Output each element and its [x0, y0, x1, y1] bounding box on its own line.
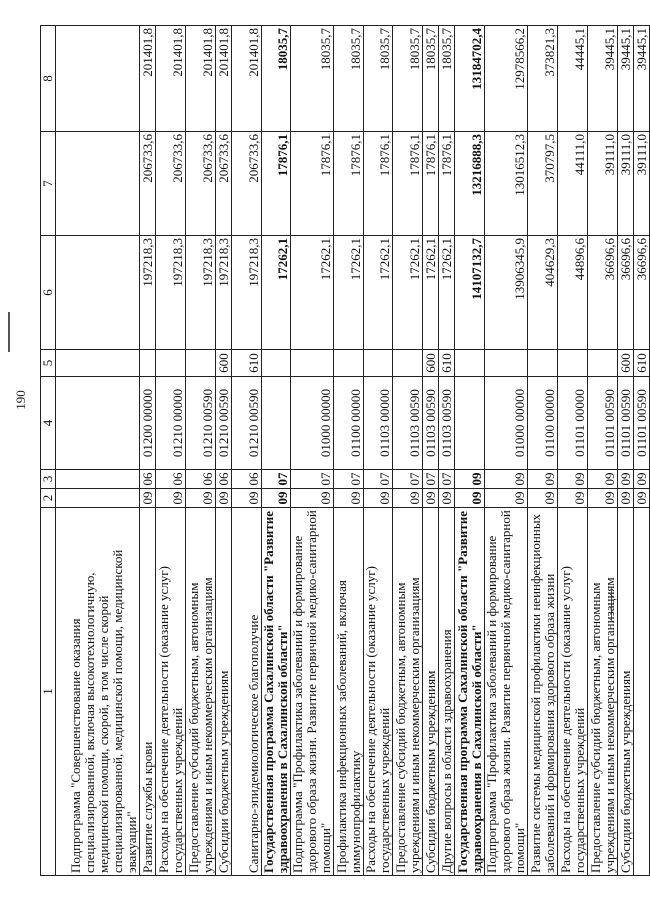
column-header: 8 [41, 26, 56, 132]
subsection-code: 07 [364, 470, 393, 489]
section-code: 09 [232, 489, 262, 508]
section-code: 09 [439, 489, 455, 508]
amount-col-7: 17876,1 [393, 132, 423, 236]
amount-col-8: 13184702,4 [455, 26, 485, 132]
table-row [393, 26, 423, 876]
row-name: Предоставление субсидий бюджетным, автономным учреждениям и иным некоммерческим организациям [393, 508, 423, 876]
subsection-code: 07 [439, 470, 455, 489]
expense-type-code [156, 350, 186, 377]
expense-type-code [485, 350, 528, 377]
amount-col-6: 36696,6 [588, 236, 618, 350]
target-article-code: 01100 00000 [528, 377, 558, 470]
target-article-code: 01210 00590 [186, 377, 216, 470]
subsection-code [56, 470, 140, 489]
section-code: 09 [528, 489, 558, 508]
section-code: 09 [455, 489, 485, 508]
subsection-code: 09 [618, 470, 634, 489]
row-name: Государственная программа Сахалинской области "Развитие здравоохранения в Сахалинской области" [262, 508, 291, 876]
section-code: 09 [634, 489, 650, 508]
row-name: Субсидии бюджетным учреждениям [216, 508, 232, 876]
row-name: Другие вопросы в области здравоохранения [439, 508, 455, 876]
subsection-code: 06 [232, 470, 262, 489]
amount-col-8: 201401,8 [156, 26, 186, 132]
row-name: Государственная программа Сахалинской области "Развитие здравоохранения в Сахалинской области" [455, 508, 485, 876]
amount-col-6: 17262,1 [262, 236, 291, 350]
amount-col-7: 17876,1 [291, 132, 334, 236]
amount-col-6: 36696,6 [634, 236, 650, 350]
amount-col-6: 13906345,9 [485, 236, 528, 350]
amount-col-7: 39111,0 [618, 132, 634, 236]
row-name: Санитарно-эпидемиологическое благополучие [232, 508, 262, 876]
amount-col-7: 13216888,3 [455, 132, 485, 236]
expense-type-code [334, 350, 364, 377]
amount-col-8 [56, 26, 140, 132]
page-number: 190 [13, 390, 28, 410]
amount-col-6: 44896,6 [558, 236, 588, 350]
amount-col-8: 373821,3 [528, 26, 558, 132]
table-row [291, 26, 334, 876]
amount-col-6: 17262,1 [364, 236, 393, 350]
section-code [56, 489, 140, 508]
target-article-code: 01101 00590 [634, 377, 650, 470]
subsection-code: 09 [634, 470, 650, 489]
subsection-code: 07 [393, 470, 423, 489]
expense-type-code [291, 350, 334, 377]
amount-col-7: 13016512,3 [485, 132, 528, 236]
section-code: 09 [364, 489, 393, 508]
row-name: Подпрограмма "Профилактика заболеваний и формирование здорового образа жизни. Развитие первичной медико-санитарной помощи" [485, 508, 528, 876]
target-article-code: 01210 00000 [156, 377, 186, 470]
expense-type-code: 610 [232, 350, 262, 377]
target-article-code: 01103 00590 [423, 377, 439, 470]
section-code: 09 [140, 489, 156, 508]
column-header: 3 [41, 470, 56, 489]
amount-col-6: 17262,1 [334, 236, 364, 350]
scan-mark [8, 312, 10, 352]
column-header: 4 [41, 377, 56, 470]
row-name: Подпрограмма "Совершенствование оказания специализированной, включая высокотехнологичную, медицинской помощи, скорой, в том числе скорой специализированной, медицинской помощи, медицинской эвакуации" [56, 508, 140, 876]
budget-table [40, 25, 650, 876]
amount-col-8: 18035,7 [262, 26, 291, 132]
amount-col-8: 39445,1 [618, 26, 634, 132]
section-code: 09 [262, 489, 291, 508]
amount-col-8: 18035,7 [334, 26, 364, 132]
expense-type-code: 600 [423, 350, 439, 377]
expense-type-code [140, 350, 156, 377]
amount-col-7: 206733,6 [216, 132, 232, 236]
subsection-code: 09 [455, 470, 485, 489]
subsection-code: 09 [528, 470, 558, 489]
amount-col-6: 36696,6 [618, 236, 634, 350]
table-header-row [41, 26, 56, 876]
amount-col-8: 18035,7 [393, 26, 423, 132]
amount-col-7: 206733,6 [140, 132, 156, 236]
amount-col-8: 12978566,2 [485, 26, 528, 132]
subsection-code: 06 [186, 470, 216, 489]
subsection-code: 09 [588, 470, 618, 489]
section-code: 09 [588, 489, 618, 508]
expense-type-code [186, 350, 216, 377]
section-code: 09 [393, 489, 423, 508]
amount-col-6: 197218,3 [232, 236, 262, 350]
rotated-table-container [40, 26, 649, 876]
expense-type-code: 600 [618, 350, 634, 377]
amount-col-8: 18035,7 [439, 26, 455, 132]
table-row [439, 26, 455, 876]
amount-col-7: 206733,6 [186, 132, 216, 236]
amount-col-8: 18035,7 [364, 26, 393, 132]
target-article-code: 01103 00000 [364, 377, 393, 470]
amount-col-7: 17876,1 [334, 132, 364, 236]
row-name: Субсидии бюджетным учреждениям [618, 508, 634, 876]
amount-col-7: 206733,6 [232, 132, 262, 236]
section-code: 09 [618, 489, 634, 508]
table-row [364, 26, 393, 876]
column-header: 1 [41, 508, 56, 876]
expense-type-code [262, 350, 291, 377]
amount-col-7 [56, 132, 140, 236]
target-article-code: 01103 00590 [439, 377, 455, 470]
amount-col-7: 17876,1 [364, 132, 393, 236]
target-article-code: 01101 00000 [558, 377, 588, 470]
expense-type-code [455, 350, 485, 377]
amount-col-7: 44111,0 [558, 132, 588, 236]
target-article-code: 01103 00590 [393, 377, 423, 470]
section-code: 09 [485, 489, 528, 508]
table-row [455, 26, 485, 876]
row-name [634, 508, 650, 876]
amount-col-6: 17262,1 [423, 236, 439, 350]
target-article-code: 01000 00000 [485, 377, 528, 470]
target-article-code: 01101 00590 [588, 377, 618, 470]
table-row [156, 26, 186, 876]
expense-type-code: 600 [216, 350, 232, 377]
table-row [558, 26, 588, 876]
table-row [140, 26, 156, 876]
amount-col-6: 197218,3 [216, 236, 232, 350]
expense-type-code [364, 350, 393, 377]
amount-col-6 [56, 236, 140, 350]
subsection-code: 09 [558, 470, 588, 489]
amount-col-8: 44445,1 [558, 26, 588, 132]
subsection-code: 06 [216, 470, 232, 489]
amount-col-8: 201401,8 [232, 26, 262, 132]
amount-col-7: 17876,1 [439, 132, 455, 236]
subsection-code: 06 [140, 470, 156, 489]
amount-col-7: 39111,0 [588, 132, 618, 236]
target-article-code [262, 377, 291, 470]
section-code: 09 [291, 489, 334, 508]
row-name: Профилактика инфекционных заболеваний, включая иммунопрофилактику [334, 508, 364, 876]
amount-col-6: 17262,1 [393, 236, 423, 350]
amount-col-7: 39111,0 [634, 132, 650, 236]
row-name: Развитие службы крови [140, 508, 156, 876]
expense-type-code [528, 350, 558, 377]
row-name: Субсидии бюджетным учреждениям [423, 508, 439, 876]
amount-col-8: 18035,7 [291, 26, 334, 132]
amount-col-6: 197218,3 [186, 236, 216, 350]
section-code: 09 [186, 489, 216, 508]
amount-col-8: 201401,8 [216, 26, 232, 132]
subsection-code: 07 [334, 470, 364, 489]
column-header: 5 [41, 350, 56, 377]
section-code: 09 [558, 489, 588, 508]
expense-type-code: 610 [634, 350, 650, 377]
amount-col-6: 404629,3 [528, 236, 558, 350]
expense-type-code: 610 [439, 350, 455, 377]
amount-col-6: 17262,1 [439, 236, 455, 350]
section-code: 09 [423, 489, 439, 508]
column-header: 2 [41, 489, 56, 508]
table-row [56, 26, 140, 876]
target-article-code: 01210 00590 [216, 377, 232, 470]
amount-col-8: 39445,1 [634, 26, 650, 132]
target-article-code [56, 377, 140, 470]
section-code: 09 [334, 489, 364, 508]
row-name: Расходы на обеспечение деятельности (оказание услуг) государственных учреждений [364, 508, 393, 876]
row-name: Подпрограмма "Профилактика заболеваний и формирование здорового образа жизни. Развитие первичной медико-санитарной помощи" [291, 508, 334, 876]
subsection-code: 06 [156, 470, 186, 489]
expense-type-code [56, 350, 140, 377]
row-name: Развитие системы медицинской профилактики неинфекционных заболеваний и формирования здорового образа жизни [528, 508, 558, 876]
table-row [232, 26, 262, 876]
target-article-code [455, 377, 485, 470]
subsection-code: 07 [262, 470, 291, 489]
amount-col-7: 370797,5 [528, 132, 558, 236]
table-row [186, 26, 216, 876]
amount-col-7: 206733,6 [156, 132, 186, 236]
target-article-code: 01210 00590 [232, 377, 262, 470]
amount-col-7: 17876,1 [423, 132, 439, 236]
column-header: 6 [41, 236, 56, 350]
amount-col-8: 39445,1 [588, 26, 618, 132]
target-article-code: 01200 00000 [140, 377, 156, 470]
table-row [262, 26, 291, 876]
subsection-code: 09 [485, 470, 528, 489]
amount-col-7: 17876,1 [262, 132, 291, 236]
target-article-code: 01000 00000 [291, 377, 334, 470]
subsection-code: 07 [423, 470, 439, 489]
table-row [334, 26, 364, 876]
table-row [485, 26, 528, 876]
expense-type-code [393, 350, 423, 377]
section-code: 09 [216, 489, 232, 508]
column-header: 7 [41, 132, 56, 236]
table-row [528, 26, 558, 876]
subsection-code: 07 [291, 470, 334, 489]
amount-col-8: 201401,8 [140, 26, 156, 132]
section-code: 09 [156, 489, 186, 508]
amount-col-6: 197218,3 [156, 236, 186, 350]
amount-col-6: 197218,3 [140, 236, 156, 350]
amount-col-8: 18035,7 [423, 26, 439, 132]
amount-col-8: 201401,8 [186, 26, 216, 132]
table-row [588, 26, 618, 876]
amount-col-6: 14107132,7 [455, 236, 485, 350]
target-article-code: 01100 00000 [334, 377, 364, 470]
table-row [634, 26, 650, 876]
expense-type-code [588, 350, 618, 377]
table-row [216, 26, 232, 876]
target-article-code: 01101 00590 [618, 377, 634, 470]
table-row [618, 26, 634, 876]
row-name: Предоставление субсидий бюджетным, автономным учреждениям и иным некоммерческим организациям [186, 508, 216, 876]
table-row [423, 26, 439, 876]
amount-col-6: 17262,1 [291, 236, 334, 350]
row-name: Предоставление субсидий бюджетным, автономным учреждениям и иным некоммерческим организациям [588, 508, 618, 876]
row-name: Расходы на обеспечение деятельности (оказание услуг) государственных учреждений [558, 508, 588, 876]
expense-type-code [558, 350, 588, 377]
row-name: Расходы на обеспечение деятельности (оказание услуг) государственных учреждений [156, 508, 186, 876]
